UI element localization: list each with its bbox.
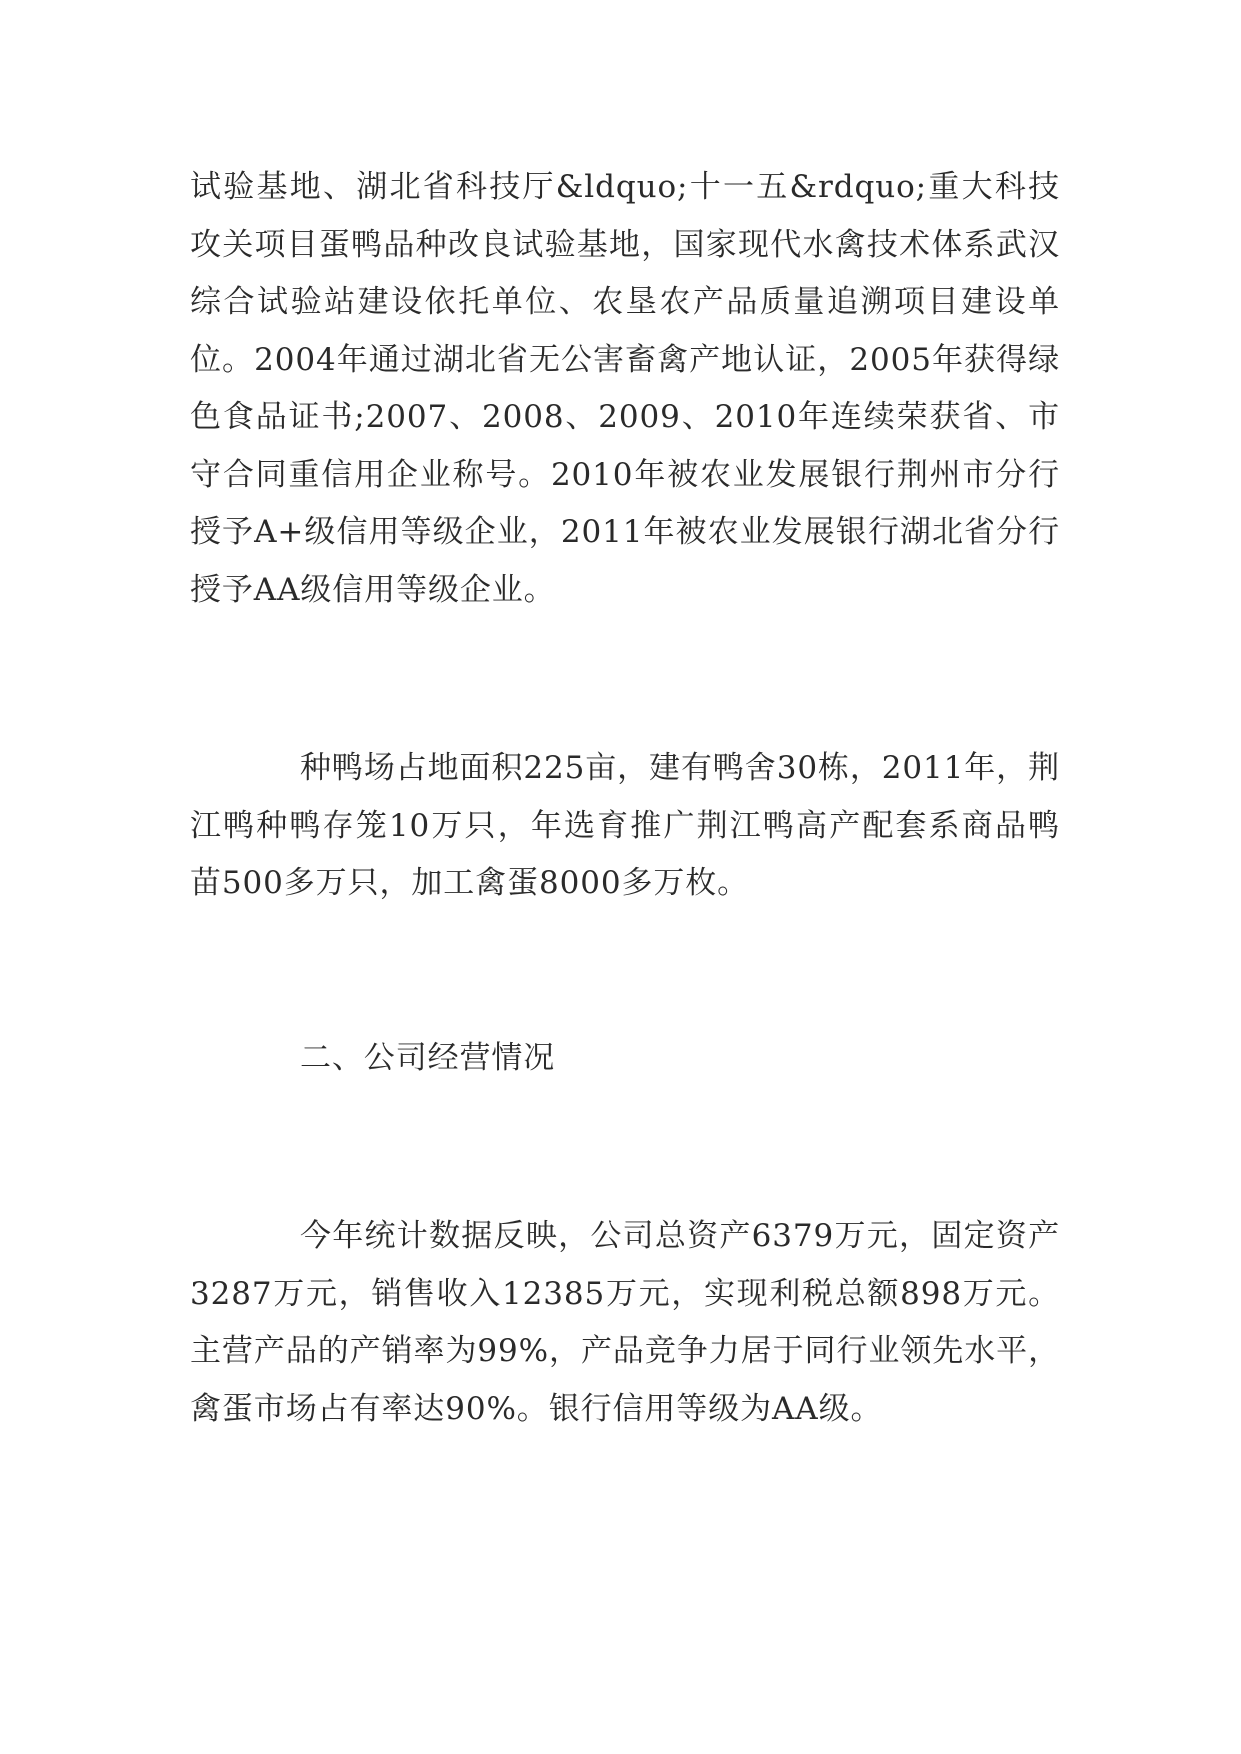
paragraph-operations-stats: 今年统计数据反映，公司总资产6379万元，固定资产3287万元，销售收入12385万元，实现利税总额898万元。主营产品的产销率为99%，产品竞争力居于同行业领先水平，禽蛋市场占有率达90%。银行信用等级为AA级。 [190,1218,1060,1427]
section-heading-operations: 二、公司经营情况 [300,1040,556,1076]
paragraph-company-honors: 试验基地、湖北省科技厅&ldquo;十一五&rdquo;重大科技攻关项目蛋鸭品种改良试验基地，国家现代水禽技术体系武汉综合试验站建设依托单位、农垦农产品质量追溯项目建设单位。2004年通过湖北省无公害畜禽产地认证，2005年获得绿色食品证书;2007、2008、2009、2010年连续荣获省、市守合同重信用企业称号。2010年被农业发展银行荆州市分行授予A+级信用等级企业，2011年被农业发展银行湖北省分行授予AA级信用等级企业。 [190,169,1060,608]
paragraph-breeding-farm: 种鸭场占地面积225亩，建有鸭舍30栋，2011年，荆江鸭种鸭存笼10万只，年选育推广荆江鸭高产配套系商品鸭苗500多万只，加工禽蛋8000多万枚。 [190,750,1060,901]
